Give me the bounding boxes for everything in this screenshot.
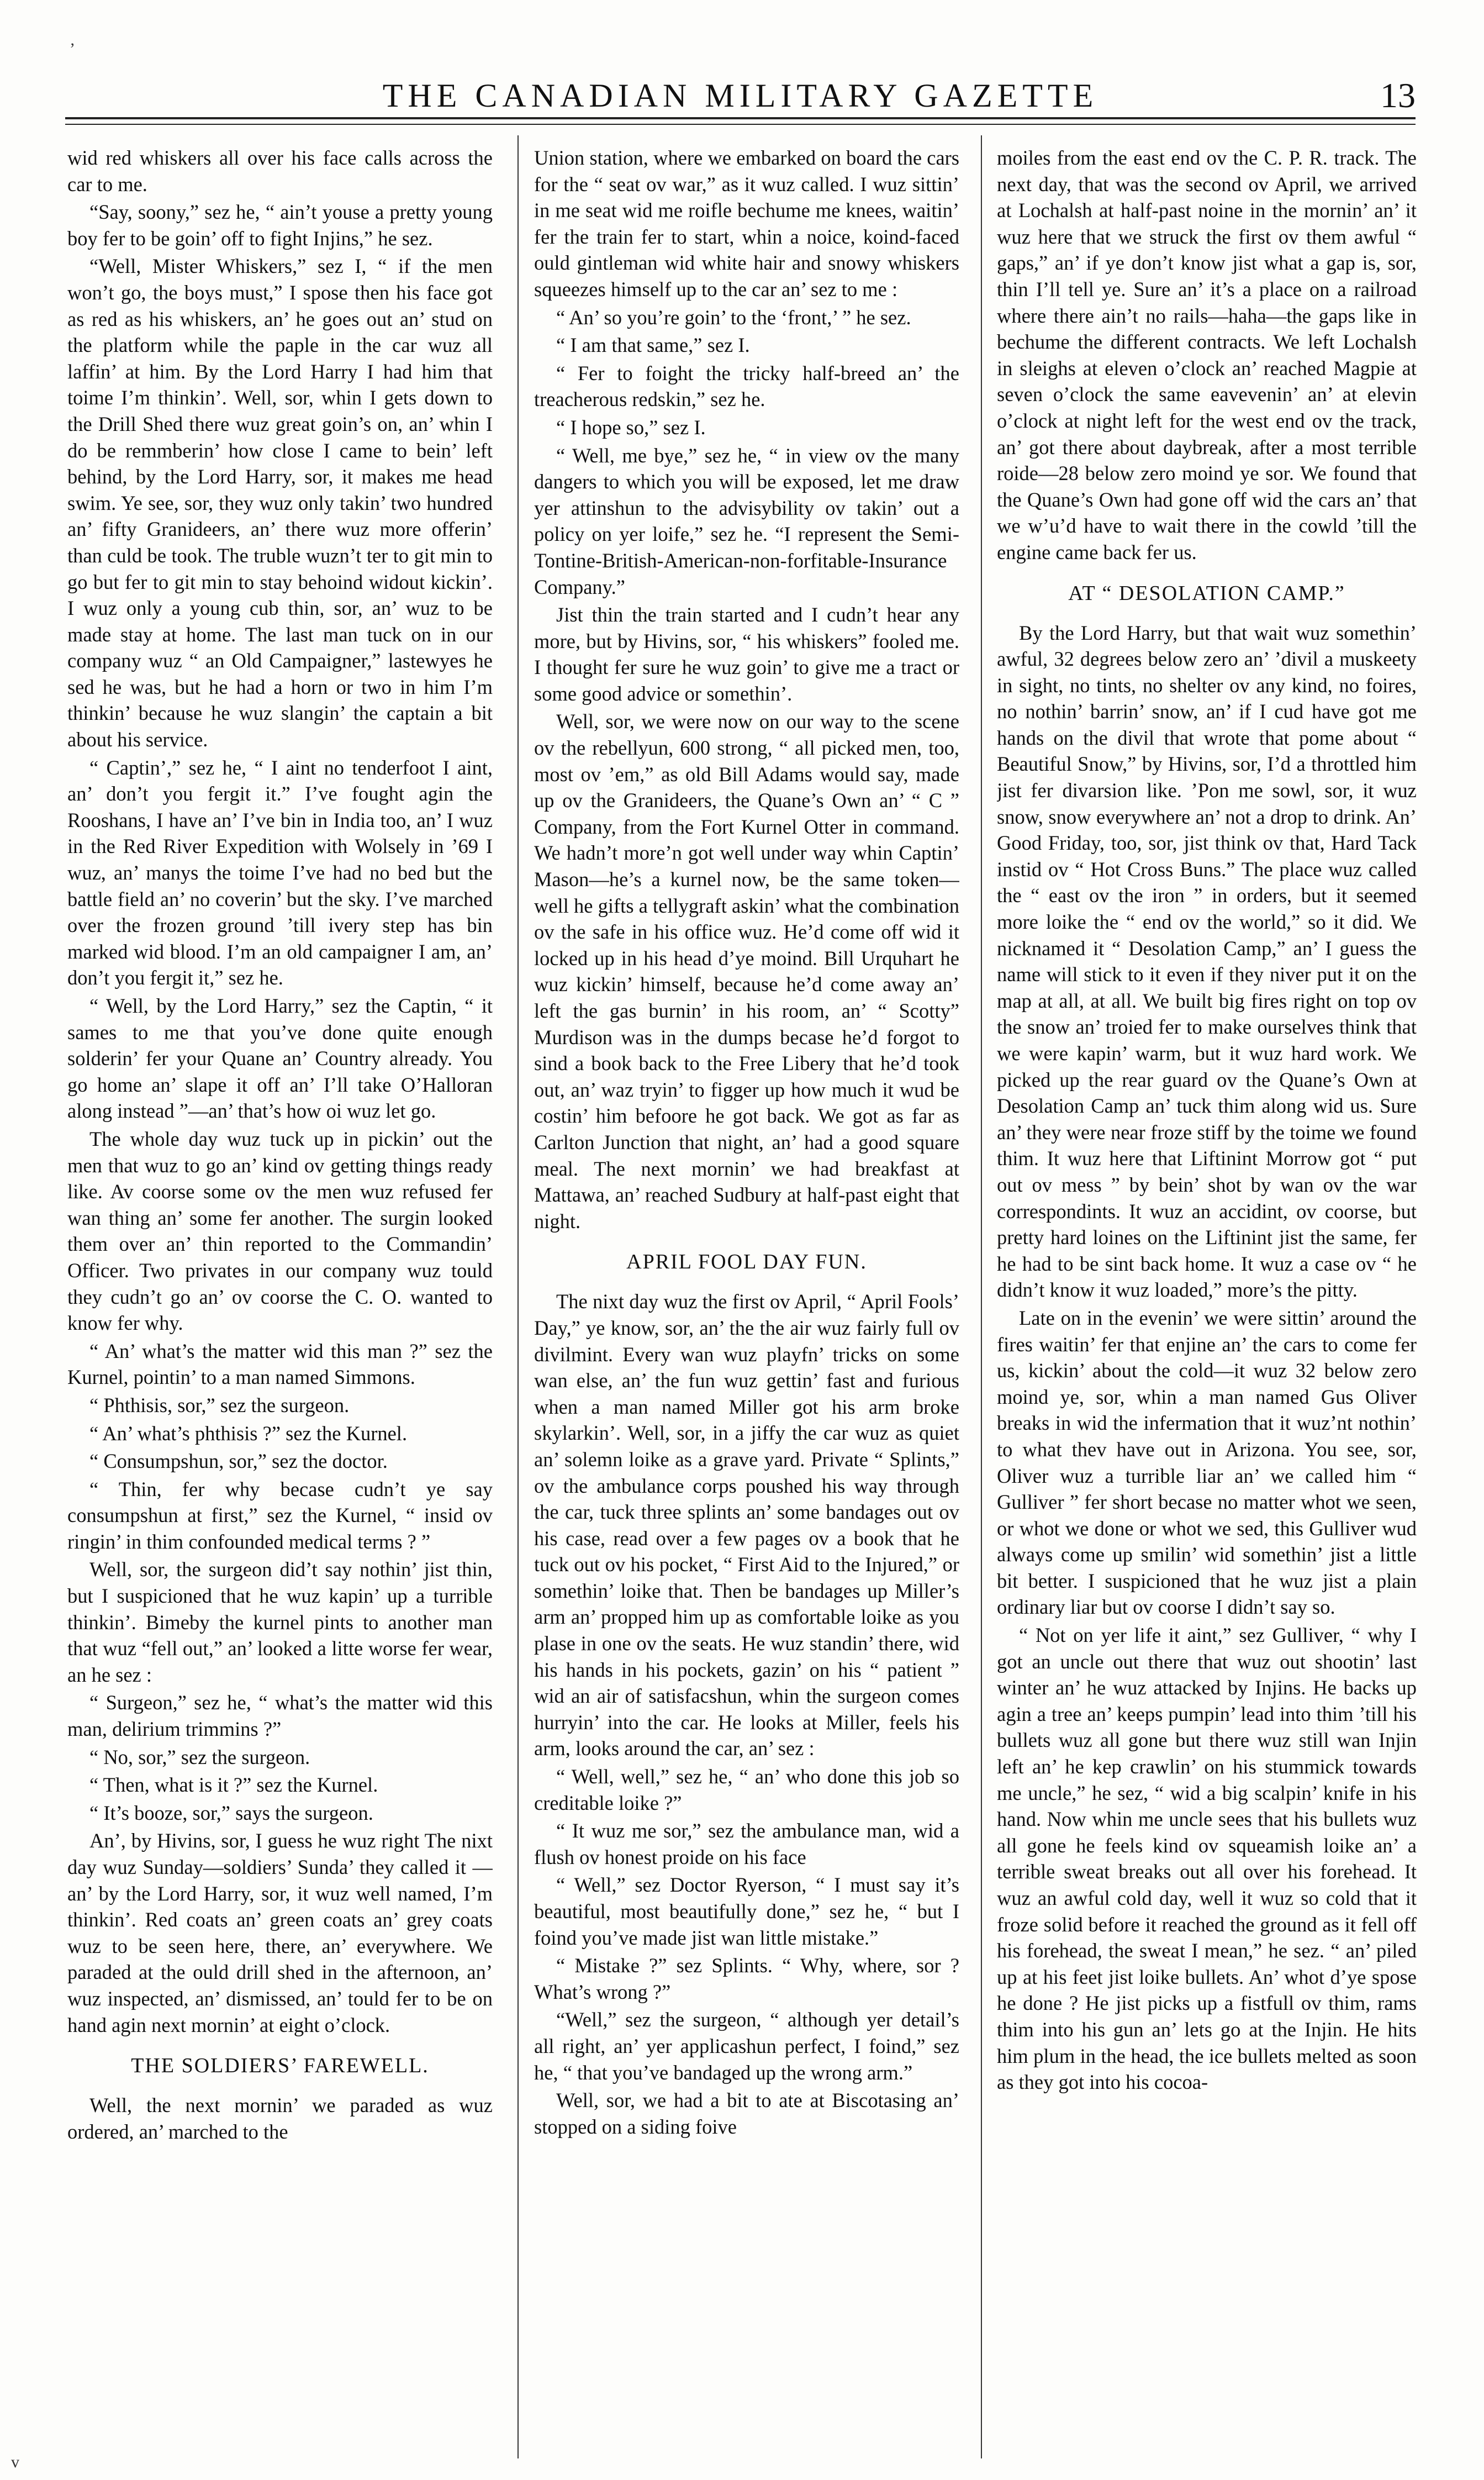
- article-paragraph: An’, by Hivins, sor, I guess he wuz right The nixt day wuz Sunday—soldiers’ Sunda’ they called it —an’ by the Lord Harry, sor, it wuz well named, I’m thinkin’. Red coats an’ green coats an’ grey coats wuz to be seen here, there, an’ everywhere. We paraded at the ould drill shed in the afternoon, an’ wuz inspected, an’ dismissed, an’ tould fer to be on hand agin next mornin’ at eight o’clock.: [67, 1829, 493, 2036]
- article-paragraph: “ Consumpshun, sor,” sez the doctor.: [89, 1450, 388, 1473]
- article-paragraph: Union station, where we embarked on board the cars for the “ seat ov war,” as it wuz called. I wuz sittin’ in me seat wid me roifle bechume me knees, waitin’ fer the train fer to start, whin a noice, koind-faced ould gintleman wid white hair and snowy whiskers squeezes himself up to the car an’ sez to me :: [534, 146, 959, 301]
- article-column-1: [67, 145, 493, 2462]
- publication-title: THE CANADIAN MILITARY GAZETTE: [382, 77, 1099, 114]
- article-paragraph: “ Fer to foight the tricky half-breed an’ the treacherous redskin,” sez he.: [534, 361, 959, 411]
- page-number: 13: [1380, 76, 1416, 115]
- article-paragraph: “ Phthisis, sor,” sez the surgeon.: [89, 1393, 350, 1417]
- article-paragraph: “Well, Mister Whiskers,” sez I, “ if the men won’t go, the boys must,” I spose then his face got as red as his whiskers, an’ he goes out an’ stud on the platform while the paple in the car wuz all laffin’ at him. By the Lord Harry I had him that toime I’m thinkin’. Well, sor, whin I gets down to the Drill Shed there wuz great goin’s on, an’ whin I do be remmberin’ how close I came to bein’ left behind, by the Lord Harry, sor, it makes me head swim. Ye see, sor, they wuz only takin’ two hundred an’ fifty Granideers, an’ there wuz more offerin’ than culd be took. The truble wuzn’t ter to git min to go but fer to git min to stay behoind widout kickin’. I wuz only a young cub thin, sor, an’ wuz to be made stay at home. The last man tuck on in our company wuz “ an Old Campaigner,” lastewyes he sed he was, but he had a horn or two in him I’m thinkin’ because he wuz slangin’ the captain a bit about his service.: [67, 255, 493, 751]
- column-divider: [981, 135, 982, 2458]
- article-paragraph: Jist thin the train started and I cudn’t hear any more, but by Hivins, sor, “ his whiskers” fooled me. I thought fer sure he wuz goin’ to give me a tract or some good advice or somethin’.: [534, 603, 959, 705]
- article-paragraph: “ Captin’,” sez he, “ I aint no tenderfoot I aint, an’ don’t you fergit it.” I’ve fought agin the Rooshans, I have an’ I’ve bin in India too, an’ I wuz in the Red River Expedition with Wolsely in ’69 I wuz, an’ manys the toime I’ve had no bed but the battle field an’ no coverin’ but the sky. I’ve marched over the frozen ground ’till ivery step has bin marked wid blood. I’m an old campaigner I am, an’ don’t you fergit it,” sez he.: [67, 756, 493, 989]
- article-paragraph: “ Mistake ?” sez Splints. “ Why, where, sor ? What’s wrong ?”: [534, 1954, 959, 2003]
- header-rule-thick: [65, 117, 1416, 119]
- article-paragraph: “Say, soony,” sez he, “ ain’t youse a pretty young boy fer to be goin’ off to fight Injins,” he sez.: [67, 201, 493, 250]
- article-paragraph: “ Well, me bye,” sez he, “ in view ov the many dangers to which you will be exposed, let me draw yer attinshun to the advisybility ov takin’ out a policy on yer loife,” sez he. “I represent the Semi-Tontine-British-American-non-forfitable-Insurance Company.”: [534, 444, 959, 598]
- article-paragraph: “ Thin, fer why becase cudn’t ye say consumpshun at first,” sez the Kurnel, “ insid ov ringin’ in thim confounded medical terms ? ”: [67, 1477, 493, 1553]
- margin-mark: v: [11, 2453, 19, 2471]
- article-paragraph: Well, sor, we had a bit to ate at Biscotasing an’ stopped on a siding foive: [534, 2089, 959, 2138]
- article-paragraph: Late on in the evenin’ we were sittin’ around the fires waitin’ fer that enjine an’ the cars to come fer us, kickin’ about the cold—it wuz 32 below zero moind ye, sor, whin a man named Gus Oliver breaks in wid the infermation that it wuz’nt nothin’ to what thev have out in Arizona. You see, sor, Oliver wuz a turrible liar an’ we called him “ Gulliver ” fer short becase no matter whot we seen, or whot we done or whot we sed, this Gulliver wud always come up smilin’ wid somethin’ jist a little bit better. I suspicioned that he wuz jist a plain ordinary liar but ov coorse I didn’t say so.: [997, 1306, 1417, 1619]
- margin-mark: ’: [70, 40, 75, 58]
- article-paragraph: wid red whiskers all over his face calls across the car to me.: [67, 146, 493, 196]
- article-paragraph: The whole day wuz tuck up in pickin’ out the men that wuz to go an’ kind ov getting things ready like. Av coorse some ov the men wuz refused fer wan thing an’ some fer another. The surgin looked them over an’ thin reported to the Commandin’ Officer. Two privates in our company wuz tould they cudn’t go an’ ov coorse the C. O. wanted to know fer why.: [67, 1127, 493, 1335]
- article-paragraph: “ Not on yer life it aint,” sez Gulliver, “ why I got an uncle out there that wuz out shootin’ last winter an’ he wuz attacked by Injins. He backs up agin a tree an’ keeps pumpin’ lead into thim ’till his bullets wuz all gone but there wuz still wan Injin left an’ he kep crawlin’ on his stummick towards me uncle,” he sez, “ wid a big scalpin’ knife in his hand. Now whin me uncle sees that his bullets wuz all gone he feels kind ov squeamish loike an’ a terrible sweat breaks out all over his forehead. It wuz an awful cold day, well it wuz so cold that it froze solid before it reached the ground as it fell off his forehead, the sweat I mean,” he sez. “ an’ piled up at his feet jist loike bullets. An’ whot d’ye spose he done ? He jist picks up a fistfull ov thim, rams thim into his gun an’ lets go at the Injin. He hits him plum in the head, the ice bullets melted as soon as they got into his cocoa-: [997, 1624, 1417, 2094]
- article-column-2: [534, 145, 959, 2462]
- article-paragraph: “ Surgeon,” sez he, “ what’s the matter wid this man, delirium trimmins ?”: [67, 1691, 493, 1741]
- article-paragraph: Well, the next mornin’ we paraded as wuz ordered, an’ marched to the: [67, 2094, 493, 2143]
- section-heading: AT “ DESOLATION CAMP.”: [1068, 581, 1345, 605]
- article-paragraph: “ Well,” sez Doctor Ryerson, “ I must say it’s beautiful, most beautifully done,” sez he, “ but I foind you’ve made jist wan little mistake.”: [534, 1873, 959, 1949]
- article-paragraph: “ An’ what’s phthisis ?” sez the Kurnel.: [89, 1421, 408, 1445]
- section-heading: APRIL FOOL DAY FUN.: [626, 1250, 867, 1274]
- article-paragraph: moiles from the east end ov the C. P. R. track. The next day, that was the second ov April, we arrived at Lochalsh at half-past noine in the mornin’ an’ it wuz here that we struck the first ov them awful “ gaps,” an’ if ye don’t know jist what a gap is, sor, thin I’ll tell ye. Sure an’ it’s a place on a railroad where there ain’t no rails—haha—the gaps like in bechume the different contracts. We left Lochalsh in sleighs at eleven o’clock an’ reached Magpie at seven o’clock the same eavevenin’ an’ at elevin o’clock at night left for the west end ov the track, an’ got there about daybreak, after a most terrible roide—28 below zero moind ye sor. We found that the Quane’s Own had gone off wid the cars an’ that we w’u’d have to wait there in the cowld ’till the engine came back fer us.: [997, 146, 1417, 564]
- article-paragraph: “ Well, well,” sez he, “ an’ who done this job so creditable loike ?”: [534, 1765, 959, 1814]
- article-paragraph: “ No, sor,” sez the surgeon.: [89, 1745, 310, 1768]
- article-paragraph: “ I am that same,” sez I.: [556, 334, 750, 357]
- article-paragraph: Well, sor, we were now on our way to the scene ov the rebellyun, 600 strong, “ all picked men, too, most ov ’em,” as old Bill Adams would say, made up ov the Granideers, the Quane’s Own an’ “ C ” Company, from the Fort Kurnel Otter in command. We hadn’t more’n got well under way whin Captin’ Mason—he’s a kurnel now, be the same token—well he gifts a tellygraft askin’ what the combination ov the safe in his office wuz. He’d come off wid it locked up in his head d’ye moind. Bill Urquhart he wuz kickin’ himself, because he’d come away an’ left the gas burnin’ in his room, an’ “ Scotty” Murdison was in the dumps becase he’d forgot to sind a book back to the Free Libery that he’d took out, an’ waz tryin’ to figger up how much it wud be costin’ him befoore he got back. We got as far as Carlton Junction that night, an’ had a good square meal. The next mornin’ we had breakfast at Mattawa, an’ reached Sudbury at half-past eight that night.: [534, 710, 959, 1233]
- section-heading: THE SOLDIERS’ FAREWELL.: [131, 2054, 429, 2078]
- article-paragraph: “ Then, what is it ?” sez the Kurnel.: [89, 1773, 378, 1797]
- article-paragraph: The nixt day wuz the first ov April, “ April Fools’ Day,” ye know, sor, an’ the the air wuz fairly full ov divilmint. Every wan wuz playfn’ tricks on some wan else, an’ the fun wuz gettin’ fast and furious when a man named Miller got his arm broke skylarkin’. Well, sor, in a jiffy the car wuz as quiet an’ solemn loike as a grave yard. Private “ Splints,” ov the ambulance corps poushed his way through the car, tuck three splints an’ some bandages out ov his case, read over a few pages ov a book that he tuck out ov his pocket, “ First Aid to the Injured,” or somethin’ loike that. Then be bandages up Miller’s arm an’ propped him up as comfortable loike as you plase in one ov the seats. He wuz standin’ there, wid his hands in his pockets, gazin’ on his “ patient ” wid an air of satisfacshun, whin the surgeon comes hurryin’ into the car. He looks at Miller, feels his arm, looks around the car, an’ sez :: [534, 1290, 959, 1760]
- article-column-3: [997, 145, 1417, 2462]
- article-paragraph: Well, sor, the surgeon did’t say nothin’ jist thin, but I suspicioned that he wuz kapin’ up a turrible thinkin’. Bimeby the kurnel pints to another man that wuz “fell out,” an’ looked a litte worse fer wear, an he sez :: [67, 1558, 493, 1686]
- article-paragraph: “ It’s booze, sor,” says the surgeon.: [89, 1801, 373, 1824]
- header-rule-thin: [65, 124, 1416, 125]
- masthead: [65, 73, 1416, 118]
- column-divider: [517, 135, 519, 2458]
- article-paragraph: “ An’ so you’re goin’ to the ‘front,’ ” he sez.: [556, 306, 911, 329]
- article-paragraph: “ I hope so,” sez I.: [556, 415, 706, 439]
- article-paragraph: “ It wuz me sor,” sez the ambulance man, wid a flush ov honest proide on his face: [534, 1819, 959, 1868]
- article-paragraph: By the Lord Harry, but that wait wuz somethin’ awful, 32 degrees below zero an’ ’divil a muskeety in sight, no tints, no shelter ov any kind, no foires, no nothin’ barrin’ snow, an’ if I cud have got me hands on the divil that wrote that pome about “ Beautiful Snow,” by Hivins, sor, I’d a throttled him jist fer divarsion like. ’Pon me sowl, sor, it wuz snow, snow everywhere an’ not a drop to drink. An’ Good Friday, too, sor, jist think ov that, Hard Tack instid ov “ Hot Cross Buns.” The place wuz called the “ east ov the iron ” in orders, but it seemed more loike the “ end ov the world,” so it did. We nicknamed it “ Desolation Camp,” an’ I guess the name will stick to it even if they niver put it on the map at all, at all. We built big fires right on top ov the snow an’ troied fer to make ourselves think that we were kapin’ warm, but it wuz hard work. We picked up the rear guard ov the Quane’s Own at Desolation Camp an’ tuck thim along wid us. Sure an’ they were near froze stiff by the toime we found thim. It wuz here that Liftinint Morrow got “ put out ov mess ” by bein’ shot by wan ov the war correspondints. It wuz an accidint, ov coorse, but pretty hard loines on the Liftinint jist the same, fer he had to be sint back home. It wuz a case ov “ he didn’t know it wuz loaded,” more’s the pitty.: [997, 621, 1417, 1302]
- article-paragraph: “Well,” sez the surgeon, “ although yer detail’s all right, an’ yer applicashun perfect, I foind,” sez he, “ that you’ve bandaged up the wrong arm.”: [534, 2008, 959, 2084]
- article-paragraph: “ Well, by the Lord Harry,” sez the Captin, “ it sames to me that you’ve done quite enough solderin’ fer your Quane an’ Country already. You go home an’ slape it off an’ I’ll take O’Halloran along instead ”—an’ that’s how oi wuz let go.: [67, 994, 493, 1123]
- article-paragraph: “ An’ what’s the matter wid this man ?” sez the Kurnel, pointin’ to a man named Simmons.: [67, 1339, 493, 1389]
